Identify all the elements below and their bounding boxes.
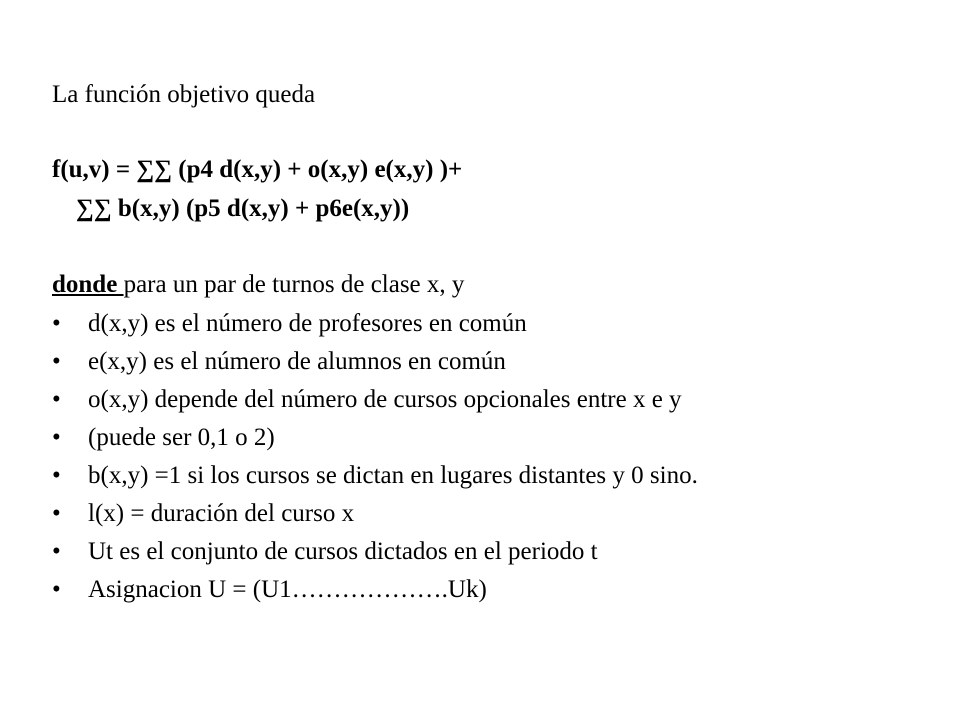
list-item-text: Asignacion U = (U1……………….Uk) [88, 576, 487, 603]
intro-text: La función objetivo queda [52, 81, 316, 108]
bullet-icon: • [52, 310, 61, 337]
list-item-text: l(x) = duración del curso x [88, 500, 355, 527]
list-item-text: (puede ser 0,1 o 2) [88, 424, 275, 451]
where-keyword: donde [52, 271, 124, 298]
bullet-icon: • [52, 538, 61, 565]
formula-line-2: ∑∑ b(x,y) (p5 d(x,y) + p6e(x,y)) [76, 195, 410, 222]
formula-line-1: f(u,v) = ∑∑ (p4 d(x,y) + o(x,y) e(x,y) )+ [52, 156, 463, 183]
list-item-text: e(x,y) es el número de alumnos en común [88, 348, 506, 375]
bullet-icon: • [52, 462, 61, 489]
list-item-text: b(x,y) =1 si los cursos se dictan en lugares distantes y 0 sino. [88, 462, 698, 489]
bullet-icon: • [52, 348, 61, 375]
where-line [52, 270, 464, 300]
bullet-icon: • [52, 424, 61, 451]
bullet-icon: • [52, 500, 61, 527]
where-text: para un par de turnos de clase x, y [123, 271, 465, 298]
list-item-text: d(x,y) es el número de profesores en común [88, 310, 527, 337]
list-item-text: Ut es el conjunto de cursos dictados en el periodo t [88, 538, 598, 565]
bullet-icon: • [52, 386, 61, 413]
list-item-text: o(x,y) depende del número de cursos opcionales entre x e y [88, 386, 682, 413]
bullet-icon: • [52, 576, 61, 603]
